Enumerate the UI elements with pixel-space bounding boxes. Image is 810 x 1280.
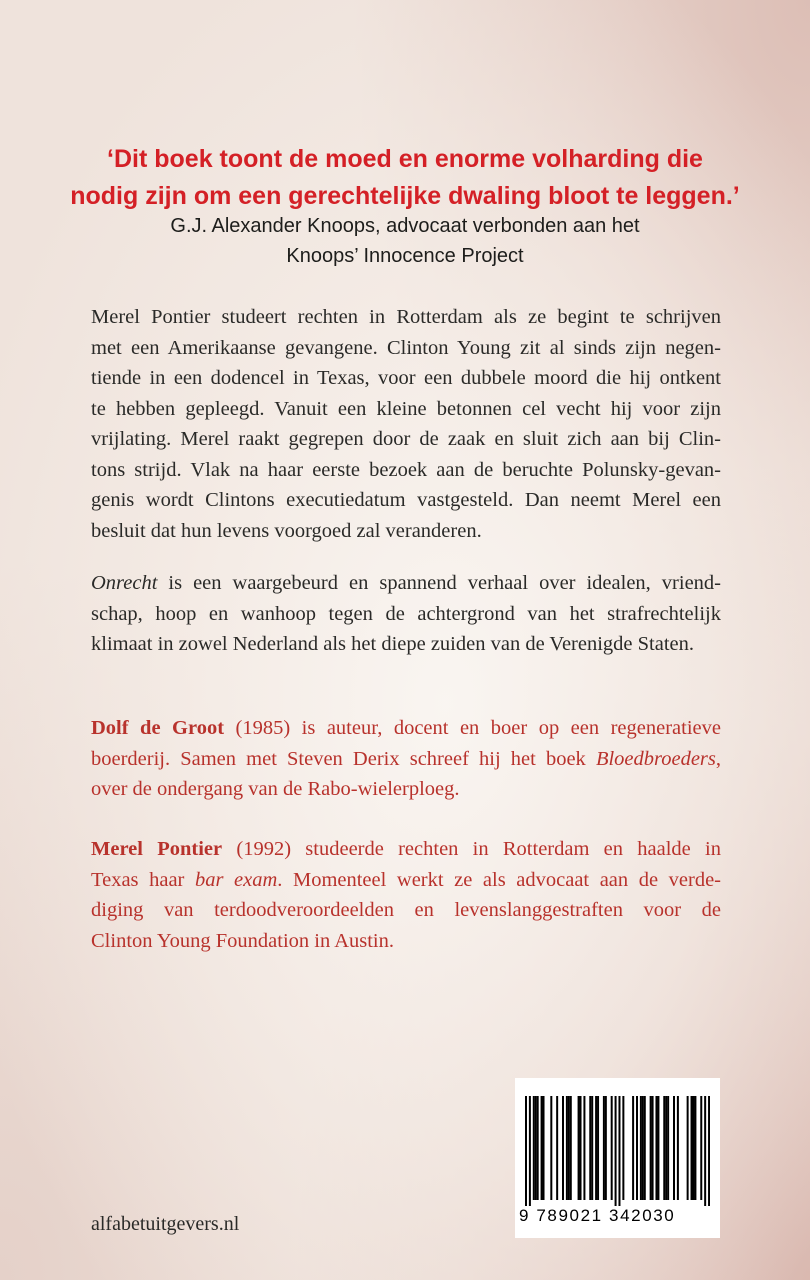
bio-text: Texas haar <box>91 868 195 891</box>
publisher-website: alfabetuitgevers.nl <box>91 1213 240 1235</box>
description-line: klimaat in zowel Nederland als het diepe zuiden van de Verenigde Staten. <box>91 633 695 655</box>
barcode-bar <box>597 1096 599 1200</box>
barcode-bar <box>550 1096 552 1200</box>
synopsis-line: genis wordt Clintons executiedatum vastgesteld. Dan neemt Merel een <box>91 489 721 511</box>
barcode-bar <box>650 1096 652 1200</box>
barcode-bar <box>663 1096 665 1200</box>
bio-text: . Momenteel werkt ze als advocaat aan de verde- <box>277 868 721 891</box>
barcode-bar <box>692 1096 694 1200</box>
author-name: Merel Pontier <box>91 838 223 860</box>
description-line: schap, hoop en wanhoop tegen de achtergrond van het strafrechtelijk <box>91 602 721 625</box>
bio-line <box>91 744 721 775</box>
bio-line: over de ondergang van de Rabo-wielerploeg. <box>91 778 460 800</box>
barcode-bar <box>615 1096 617 1206</box>
description-paragraph <box>91 568 721 660</box>
barcode-bar <box>632 1096 634 1200</box>
author-bio-merel <box>91 834 721 956</box>
synopsis-line: met een Amerikaanse gevangene. Clinton Young zit al sinds zijn negen- <box>91 336 721 359</box>
barcode-bar <box>543 1096 545 1200</box>
quote-line: nodig zijn om een gerechtelijke dwaling bloot te leggen.’ <box>70 182 740 210</box>
author-bio-dolf <box>91 713 721 805</box>
barcode-bar <box>589 1096 591 1200</box>
bio-text: boerderij. Samen met Steven Derix schreef hij het boek <box>91 747 596 770</box>
barcode-bar <box>673 1096 675 1200</box>
barcode-bar <box>687 1096 689 1200</box>
barcode-bar <box>529 1096 531 1206</box>
barcode-bar <box>694 1096 696 1200</box>
exam-term: bar exam <box>194 868 278 891</box>
barcode-bar <box>657 1096 659 1200</box>
barcode-bar <box>562 1096 564 1200</box>
synopsis-line: vrijlating. Merel raakt gegrepen door de zaak en sluit zich aan bij Clin- <box>91 428 721 450</box>
barcode-bar <box>570 1096 572 1200</box>
bio-line <box>91 713 721 744</box>
barcode-bar <box>708 1096 710 1206</box>
bio-text: (1992) studeerde rechten in Rotterdam en haalde in <box>222 838 721 860</box>
barcode-bar <box>583 1096 585 1200</box>
barcode-bar <box>591 1096 593 1200</box>
barcode-bar <box>652 1096 654 1200</box>
barcode-bar <box>611 1096 613 1200</box>
barcode-bar <box>640 1096 642 1200</box>
synopsis-line: tons strijd. Vlak na haar eerste bezoek aan de beruchte Polunsky-gevan- <box>91 458 721 481</box>
barcode-bar <box>525 1096 527 1206</box>
description-text: is een waargebeurd en spannend verhaal over idealen, vriend- <box>157 572 721 594</box>
barcode-bar <box>644 1096 646 1200</box>
description-line <box>91 568 721 599</box>
isbn-barcode <box>515 1078 720 1238</box>
barcode-bar <box>578 1096 580 1200</box>
synopsis-line: besluit dat hun levens voorgoed zal veranderen. <box>91 519 482 542</box>
attribution-line: G.J. Alexander Knoops, advocaat verbonden aan het <box>170 215 640 237</box>
bio-line <box>91 865 721 896</box>
bio-line <box>91 834 721 865</box>
barcode-bar <box>535 1096 537 1200</box>
barcode-bar <box>541 1096 543 1200</box>
bio-line: diging van terdoodveroordeelden en levenslanggestraften voor de <box>91 899 721 921</box>
barcode-bar <box>537 1096 539 1200</box>
barcode-bar <box>580 1096 582 1200</box>
barcode-bar <box>642 1096 644 1200</box>
barcode-bar <box>636 1096 638 1200</box>
endorsement-quote <box>60 141 750 215</box>
barcode-bar <box>595 1096 597 1200</box>
bio-line: Clinton Young Foundation in Austin. <box>91 929 395 952</box>
barcode-bar <box>556 1096 558 1200</box>
bio-text: , <box>715 747 721 770</box>
barcode-bar <box>622 1096 624 1200</box>
synopsis-line: tiende in een dodencel in Texas, voor een dubbele moord die hij ontkent <box>91 367 721 389</box>
quote-line: ‘Dit boek toont de moed en enorme volharding die <box>107 145 703 173</box>
author-name: Dolf de Groot <box>91 717 225 739</box>
barcode-bar <box>533 1096 535 1200</box>
barcode-bar <box>667 1096 669 1200</box>
book-title: Bloedbroeders <box>595 747 716 770</box>
synopsis-paragraph <box>91 302 721 546</box>
synopsis-line: te hebben gepleegd. Vanuit een kleine betonnen cel vecht hij voor zijn <box>91 397 721 420</box>
barcode-bar <box>677 1096 679 1200</box>
barcode-bar <box>704 1096 706 1206</box>
isbn-digits: 9 789021 342030 <box>519 1206 676 1225</box>
synopsis-line: Merel Pontier studeert rechten in Rotterdam als ze begint te schrijven <box>91 306 721 328</box>
barcode-bar <box>655 1096 657 1200</box>
barcode-bar <box>568 1096 570 1200</box>
barcode-bar <box>700 1096 702 1200</box>
attribution-line: Knoops’ Innocence Project <box>286 245 524 267</box>
barcode-bar <box>566 1096 568 1200</box>
quote-attribution <box>60 211 750 271</box>
barcode-bar <box>665 1096 667 1200</box>
barcode-bar <box>618 1096 620 1206</box>
book-title: Onrecht <box>91 572 158 594</box>
barcode-bar <box>603 1096 605 1200</box>
barcode-bar <box>691 1096 693 1200</box>
barcode-bars <box>525 1096 710 1206</box>
barcode-bar <box>605 1096 607 1200</box>
bio-text: (1985) is auteur, docent en boer op een regeneratieve <box>224 717 721 739</box>
